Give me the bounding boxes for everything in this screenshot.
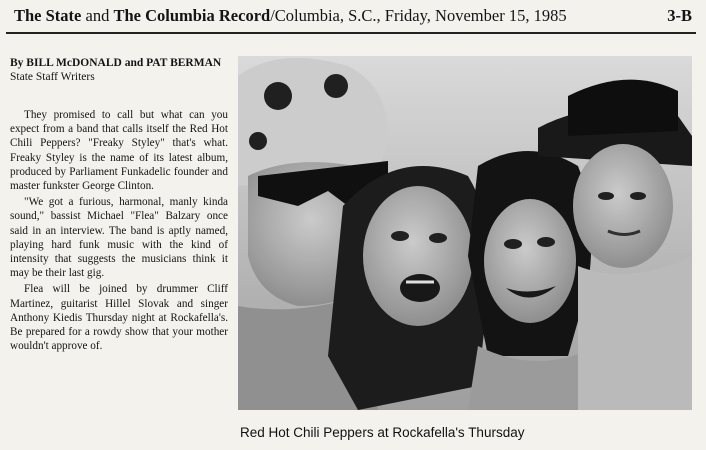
article-paragraph-3: Flea will be joined by drummer Cliff Martinez, guitarist Hillel Slovak and singer Anthony Kiedis Thursday night at Rockafella's. Be prepared for a rowdy show that your mother wouldn't approve of. [10,283,228,353]
band-photo [238,56,692,410]
article-paragraph-2: "We got a furious, harmonal, manly kinda sound," bassist Michael "Flea" Balzary once said in an interview. The band is aptly named, playing hard funk music with the kind of intensity that suggests the musicians think it may be their last gig. [10,196,228,280]
dateline: /Columbia, S.C., Friday, November 15, 1985 [270,6,567,25]
band-photo-illustration [238,56,692,410]
article-body [10,108,228,355]
article-paragraph-1: They promised to call but what can you expect from a band that calls itself the Red Hot Chili Peppers? "Freaky Styley" that's what. Freaky Styley is the name of its latest album, produced by Parliament Funkadelic founder and master funkster George Clinton. [10,109,228,193]
masthead-rule [6,32,696,34]
masthead [14,6,694,32]
photo-caption: Red Hot Chili Peppers at Rockafella's Thursday [240,425,525,440]
masthead-and: and [85,6,110,25]
byline [10,56,230,84]
publication-name-record: The Columbia Record [113,6,271,25]
byline-role: State Staff Writers [10,71,95,83]
byline-authors: By BILL McDONALD and PAT BERMAN [10,57,222,69]
page-number: 3-B [667,6,692,25]
publication-name-state: The State [14,6,82,25]
